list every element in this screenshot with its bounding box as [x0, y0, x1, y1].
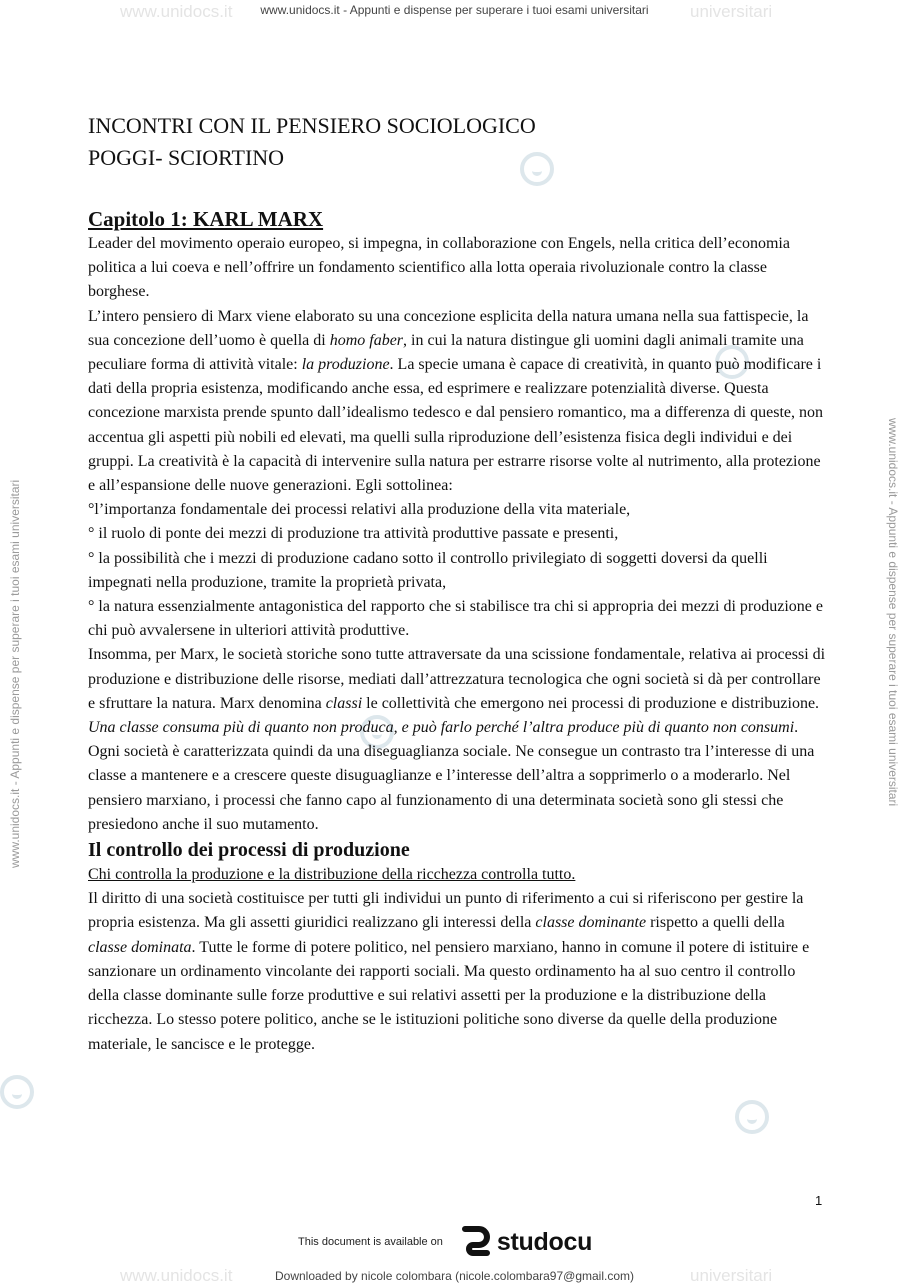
studocu-brand: studocu	[496, 1227, 593, 1256]
available-on-text: This document is available on	[298, 1236, 443, 1248]
bullet-item-3: ° la possibilità che i mezzi di produzione cadano sotto il controllo privilegiato di soggetti doversi da quelli impegnati nella produzione, tramite la proprietà privata,	[88, 549, 768, 591]
watermark-ghost-top-right: universitari	[690, 2, 773, 21]
watermark-logo-icon	[735, 1100, 769, 1134]
studocu-logo-icon	[461, 1225, 491, 1259]
bullet-item-1: °l’importanza fondamentale dei processi relativi alla produzione della vita materiale,	[88, 501, 631, 519]
watermark-ghost-top: www.unidocs.it	[120, 2, 233, 21]
paragraph-1: Leader del movimento operaio europeo, si impegna, in collaborazione con Engels, nella critica dell’economia politica a lui coeva e nell’offrire un fondamento scientifico alla lotta operaia rivoluzionale contro la classe borghese.	[88, 235, 790, 301]
watermark-top-text: www.unidocs.it - Appunti e dispense per superare i tuoi esami universitari	[260, 3, 649, 17]
watermark-left-text: www.unidocs.it - Appunti e dispense per superare i tuoi esami universitari	[8, 479, 22, 868]
chapter-heading: Capitolo 1: KARL MARX	[88, 207, 324, 231]
document-content	[88, 110, 826, 1053]
watermark-ghost-bottom: www.unidocs.it	[120, 1266, 233, 1285]
studocu-footer[interactable]	[298, 1222, 592, 1262]
bullet-item-2: ° il ruolo di ponte dei mezzi di produzione tra attività produttive passate e presenti,	[88, 525, 619, 543]
watermark-right-text: www.unidocs.it - Appunti e dispense per superare i tuoi esami universitari	[886, 418, 900, 807]
document-title-line2: POGGI- SCIORTINO	[88, 145, 285, 170]
paragraph-4: Il diritto di una società costituisce per tutti gli individui un punto di riferimento a cui si riferiscono per gestire la propria esistenza. Ma gli assetti giuridici realizzano gli interessi della classe dominante rispetto a quelli della classe dominata. Tutte le forme di potere politico, nel pensiero marxiano, hanno in comune il potere di istituire e sanzionare un ordinamento vincolante dei rapporti sociali. Ma questo ordinamento ha al suo centro il controllo della classe dominante sulle forze produttive e sui relativi assetti per la produzione e la distribuzione della ricchezza. Lo stesso potere politico, anche se le istituzioni politiche sono diverse da quelle della produzione materiale, le sancisce e le protegge.	[88, 890, 810, 1053]
paragraph-2: L’intero pensiero di Marx viene elaborato su una concezione esplicita della natura umana nella sua fattispecie, la sua concezione dell’uomo è quella di homo faber, in cui la natura distingue gli uomini dagli animali tramite una peculiare forma di attività vitale: la produzione. La specie umana è capace di creatività, in quanto può modificare i dati della propria esistenza, modificando anche essa, ed esprimere e realizzare potenzialità diverse. Questa concezione marxista prende spunto dall’idealismo tedesco e dal pensiero romantico, ma a differenza di queste, non accentua gli aspetti più nobili ed elevati, ma quelli sulla riproduzione dell’esistenza fisica degli individui e dei gruppi. La creatività è la capacità di intervenire sulla natura per estrarre risorse volte al nutrimento, alla protezione e all’espansione delle nuove generazioni. Egli sottolinea:	[88, 307, 823, 495]
section-heading: Il controllo dei processi di produzione	[88, 839, 410, 862]
body-text	[88, 232, 826, 1057]
page-number: 1	[815, 1193, 823, 1208]
watermark-logo-icon	[0, 1075, 34, 1109]
paragraph-3: Insomma, per Marx, le società storiche sono tutte attraversate da una scissione fondamentale, relativa ai processi di produzione e distribuzione delle risorse, mediati dall’attrezzatura tecnologica che ogni società si dà per controllare e sfruttare la natura. Marx denomina classi le collettività che emergono nei processi di produzione e distribuzione. Una classe consuma più di quanto non produca, e può farlo perché l’altra produce più di quanto non consumi. Ogni società è caratterizzata quindi da una diseguaglianza sociale. Ne consegue un contrasto tra l’interesse di una classe a mantenere e a crescere queste disuguaglianze e l’interesse dell’altra a sopprimerlo o a moderarlo. Nel pensiero marxiano, i processi che fanno capo al funzionamento di una determinata società sono gli stessi che presiedono anche il suo mutamento.	[88, 646, 826, 833]
watermark-ghost-bottom-right: universitari	[690, 1266, 773, 1285]
document-title-line1: INCONTRI CON IL PENSIERO SOCIOLOGICO	[88, 113, 536, 138]
bullet-item-4: ° la natura essenzialmente antagonistica del rapporto che si stabilisce tra chi si appropria dei mezzi di produzione e chi può avvalersene in ulteriori attività produttive.	[88, 598, 824, 640]
subheading: Chi controlla la produzione e la distribuzione della ricchezza controlla tutto.	[88, 866, 576, 884]
download-info-text: Downloaded by nicole colombara (nicole.colombara97@gmail.com)	[274, 1269, 635, 1283]
